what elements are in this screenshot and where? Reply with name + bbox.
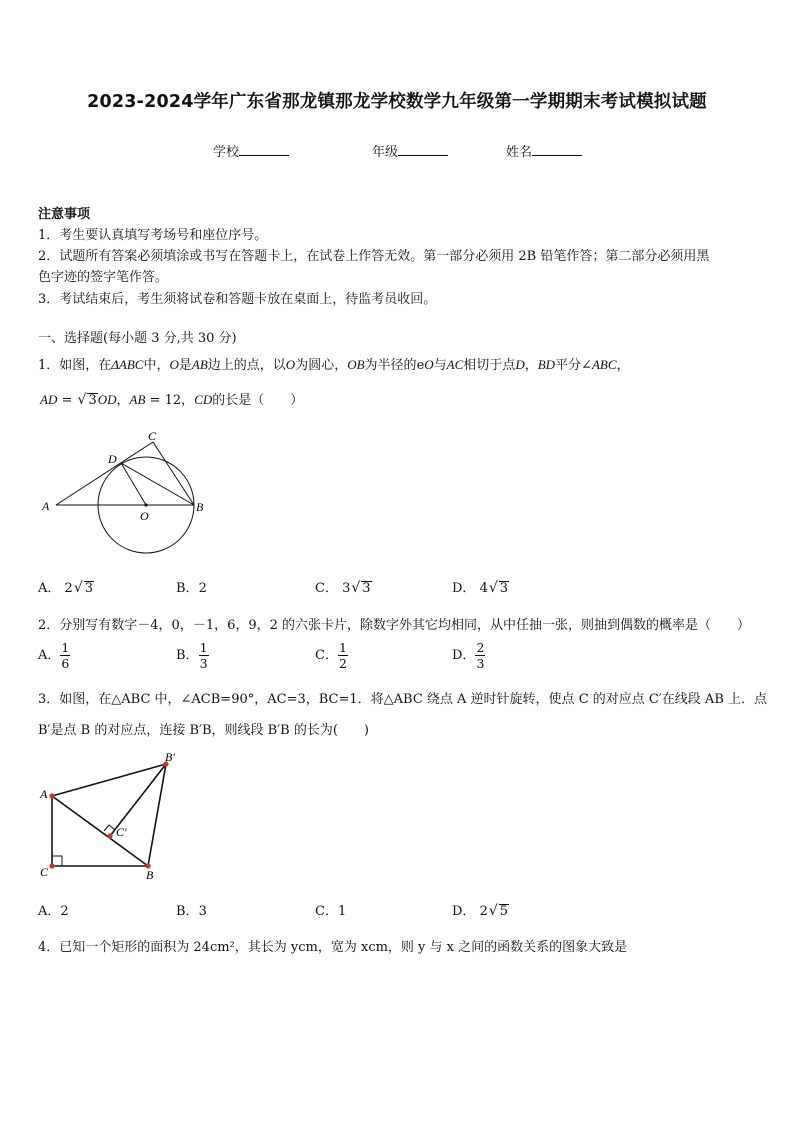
q1-label-B: B [196,500,204,514]
grade-label: 年级 [372,145,399,160]
q3-option-c[interactable]: C．1 [315,904,347,919]
school-blank[interactable] [239,143,289,156]
grade-field[interactable] [372,141,448,160]
q1-label-D: D [108,452,117,466]
q1-figure [36,425,226,557]
q2-stem: 2．分别写有数字－4，0，－1，6，9，2 的六张卡片，除数字外其它均相同，从中任抽一张，则抽到偶数的概率是（ ） [38,618,751,633]
q3-label-A: A [40,787,48,801]
q3-stem-line2: B′是点 B 的对应点，连接 B′B，则线段 B′B 的长为( ) [38,723,369,738]
q3-point-Cp [107,833,112,838]
q3-option-a[interactable]: A．2 [38,904,69,919]
note-item: 2．试题所有答案必须填涂或书写在答题卡上，在试卷上作答无效。第一部分必须用 2B 铅笔作答；第二部分必须用黑 [38,249,710,264]
q1-stem-line1: 1．如图，在ΔABC中，O是AB边上的点，以O为圆心，OB为半径的eO与AC相切于点D，BD平分∠ABC， [38,357,630,373]
q2-option-a[interactable]: A． $\frac{1}{6}$ [38,640,70,671]
note-item: 1．考生要认真填写考场号和座位序号。 [38,228,268,243]
name-blank[interactable] [532,143,582,156]
q3-segment-Bp-B [148,764,166,866]
q1-label-A: A [42,499,50,513]
q3-label-Bp: B′ [165,750,175,764]
q3-label-B: B [146,868,154,882]
page-title: 2023-2024学年广东省那龙镇那龙学校数学九年级第一学期期末考试模拟试题 [87,92,707,112]
q1-segment-DB [121,463,194,505]
q2-option-c[interactable]: C． $\frac{1}{2}$ [315,640,347,671]
note-item: 色字迹的签字笔作答。 [38,270,169,285]
q1-segment-CB [153,442,194,505]
notes-heading: 注意事项 [38,207,91,222]
q3-option-b[interactable]: B．3 [176,904,207,919]
q3-point-A [49,793,54,798]
school-field[interactable] [213,141,289,160]
section-heading: 一、选择题(每小题 3 分,共 30 分) [38,331,237,346]
q3-right-angle-Cp [104,825,115,831]
q2-option-d[interactable]: D． $\frac{2}{3}$ [452,640,485,671]
q3-stem-line1: 3．如图，在△ABC 中，∠ACB=90°，AC=3，BC=1．将△ABC 绕点 A 逆时针旋转，使点 C 的对应点 C′在线段 AB 上．点 [38,692,768,707]
grade-blank[interactable] [398,143,448,156]
q1-option-b[interactable]: B．2 [176,581,207,596]
q1-stem-line2: AD = √ 3OD，AB = 12，CD的长是（ ） [40,392,304,408]
q3-point-C [49,863,54,868]
q1-label-O: O [140,509,149,523]
q3-segment-AB-prime [52,764,166,796]
q2-option-b[interactable]: B． $\frac{1}{3}$ [176,640,208,671]
q3-option-d[interactable]: D． 2√ 5 [452,903,509,919]
school-label: 学校 [213,145,240,160]
q1-center-point [144,503,147,506]
q1-segment-DO [121,463,146,505]
name-field[interactable] [506,141,582,160]
q1-option-d[interactable]: D． 4√ 3 [452,580,509,596]
q3-figure [36,748,186,883]
q3-label-Cp: C′ [116,825,127,839]
q1-option-a[interactable]: A． 2√ 3 [38,580,94,596]
q1-label-C: C [148,429,157,443]
q1-option-c[interactable]: C． 3√ 3 [315,580,371,596]
name-label: 姓名 [506,145,533,160]
q3-label-C: C [40,865,49,879]
note-item: 3．考试结束后，考生须将试卷和答题卡放在桌面上，待监考员收回。 [38,292,437,307]
q4-stem: 4．已知一个矩形的面积为 24cm²，其长为 ycm，宽为 xcm，则 y 与 x 之间的函数关系的图象大致是 [38,940,628,955]
